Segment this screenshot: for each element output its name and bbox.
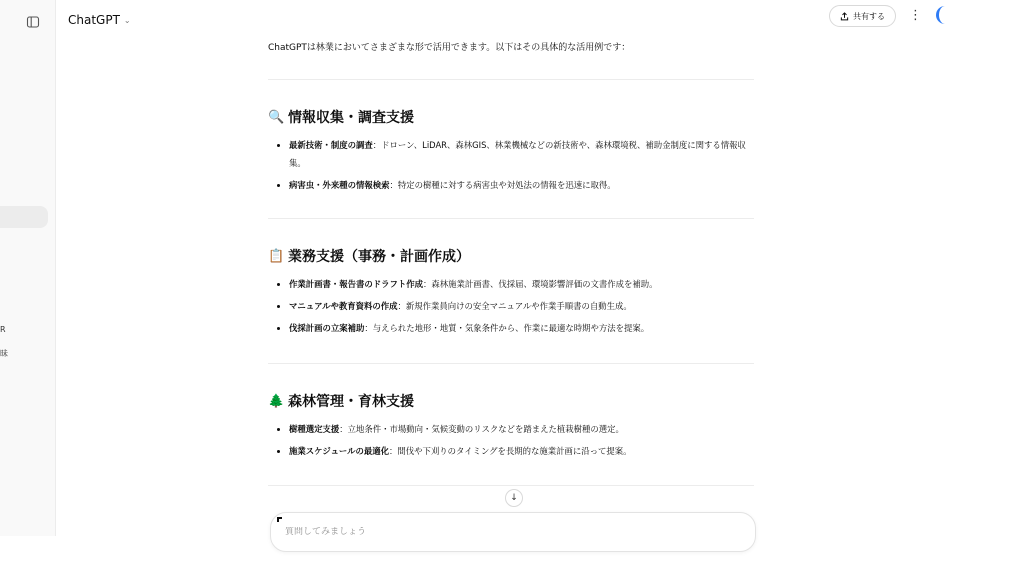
section-heading <box>268 391 414 411</box>
intro-text: ChatGPTは林業においてさまざまな形で活用できます。以下はその具体的な活用例です： <box>268 43 631 53</box>
list-item <box>268 275 754 293</box>
chevron-down-icon: ⌄ <box>123 15 131 25</box>
list-item <box>268 420 754 438</box>
section-list <box>268 136 754 198</box>
prompt-input[interactable] <box>285 527 725 537</box>
model-selector[interactable] <box>68 13 131 27</box>
section-list <box>268 275 754 341</box>
sidebar-item-fragment[interactable]: R <box>0 325 6 334</box>
list-item-text: ：ドローン、LiDAR、森林GIS、林業機械などの新技術や、森林環境税、補助金制度に関する情報収集。 <box>289 140 746 168</box>
sidebar-item-fragment[interactable]: 昧 <box>0 349 8 358</box>
sidebar-toggle-icon[interactable] <box>26 14 40 28</box>
list-item <box>268 297 754 315</box>
composer <box>270 512 756 552</box>
more-options-icon[interactable]: ⋮ <box>909 8 922 23</box>
divider <box>268 79 754 80</box>
list-item-text: ：森林施業計画書、伐採届、環境影響評価の文書作成を補助。 <box>423 279 658 289</box>
share-icon <box>840 12 849 21</box>
list-item-bold: 病害虫・外来種の情報検索 <box>289 180 390 190</box>
clipboard-icon: 📋 <box>268 248 285 264</box>
share-label: 共有する <box>853 11 885 21</box>
magnifier-icon: 🔍 <box>268 109 285 125</box>
list-item-text: ：特定の樹種に対する病害虫や対処法の情報を迅速に取得。 <box>389 180 616 190</box>
sidebar <box>0 0 56 536</box>
avatar[interactable] <box>936 6 952 24</box>
list-item <box>268 319 754 337</box>
divider <box>268 363 754 364</box>
section-list <box>268 420 754 464</box>
list-item-text: ：与えられた地形・地質・気象条件から、作業に最適な時期や方法を提案。 <box>364 323 650 333</box>
list-item-text: ：新規作業員向けの安全マニュアルや作業手順書の自動生成。 <box>397 301 632 311</box>
list-item <box>268 176 754 194</box>
list-item-bold: 最新技術・制度の調査 <box>289 140 373 150</box>
section-heading <box>268 107 414 127</box>
list-item-bold: 伐採計画の立案補助 <box>289 323 365 333</box>
list-item-bold: 樹種選定支援 <box>289 424 340 434</box>
list-item <box>268 136 754 172</box>
evergreen-tree-icon: 🌲 <box>268 393 285 409</box>
section-title-text: 森林管理・育林支援 <box>288 394 414 410</box>
share-button[interactable] <box>829 5 896 27</box>
arrow-down-icon: ↓ <box>510 493 518 503</box>
app-title: ChatGPT <box>68 13 120 27</box>
divider <box>268 485 754 486</box>
list-item-bold: 作業計画書・報告書のドラフト作成 <box>289 279 423 289</box>
section-heading <box>268 246 470 266</box>
list-item <box>268 442 754 460</box>
sidebar-item-active[interactable] <box>0 206 48 228</box>
list-item-text: ：立地条件・市場動向・気候変動のリスクなどを踏まえた植栽樹種の選定。 <box>339 424 624 434</box>
list-item-text: ：間伐や下刈りのタイミングを長期的な施業計画に沿って提案。 <box>389 446 632 456</box>
scroll-down-button[interactable] <box>505 489 523 507</box>
section-title-text: 業務支援（事務・計画作成） <box>288 249 470 265</box>
divider <box>268 218 754 219</box>
resize-corner-icon <box>277 517 282 522</box>
list-item-bold: 施業スケジュールの最適化 <box>289 446 389 456</box>
section-title-text: 情報収集・調査支援 <box>288 110 414 126</box>
list-item-bold: マニュアルや教育資料の作成 <box>289 301 398 311</box>
